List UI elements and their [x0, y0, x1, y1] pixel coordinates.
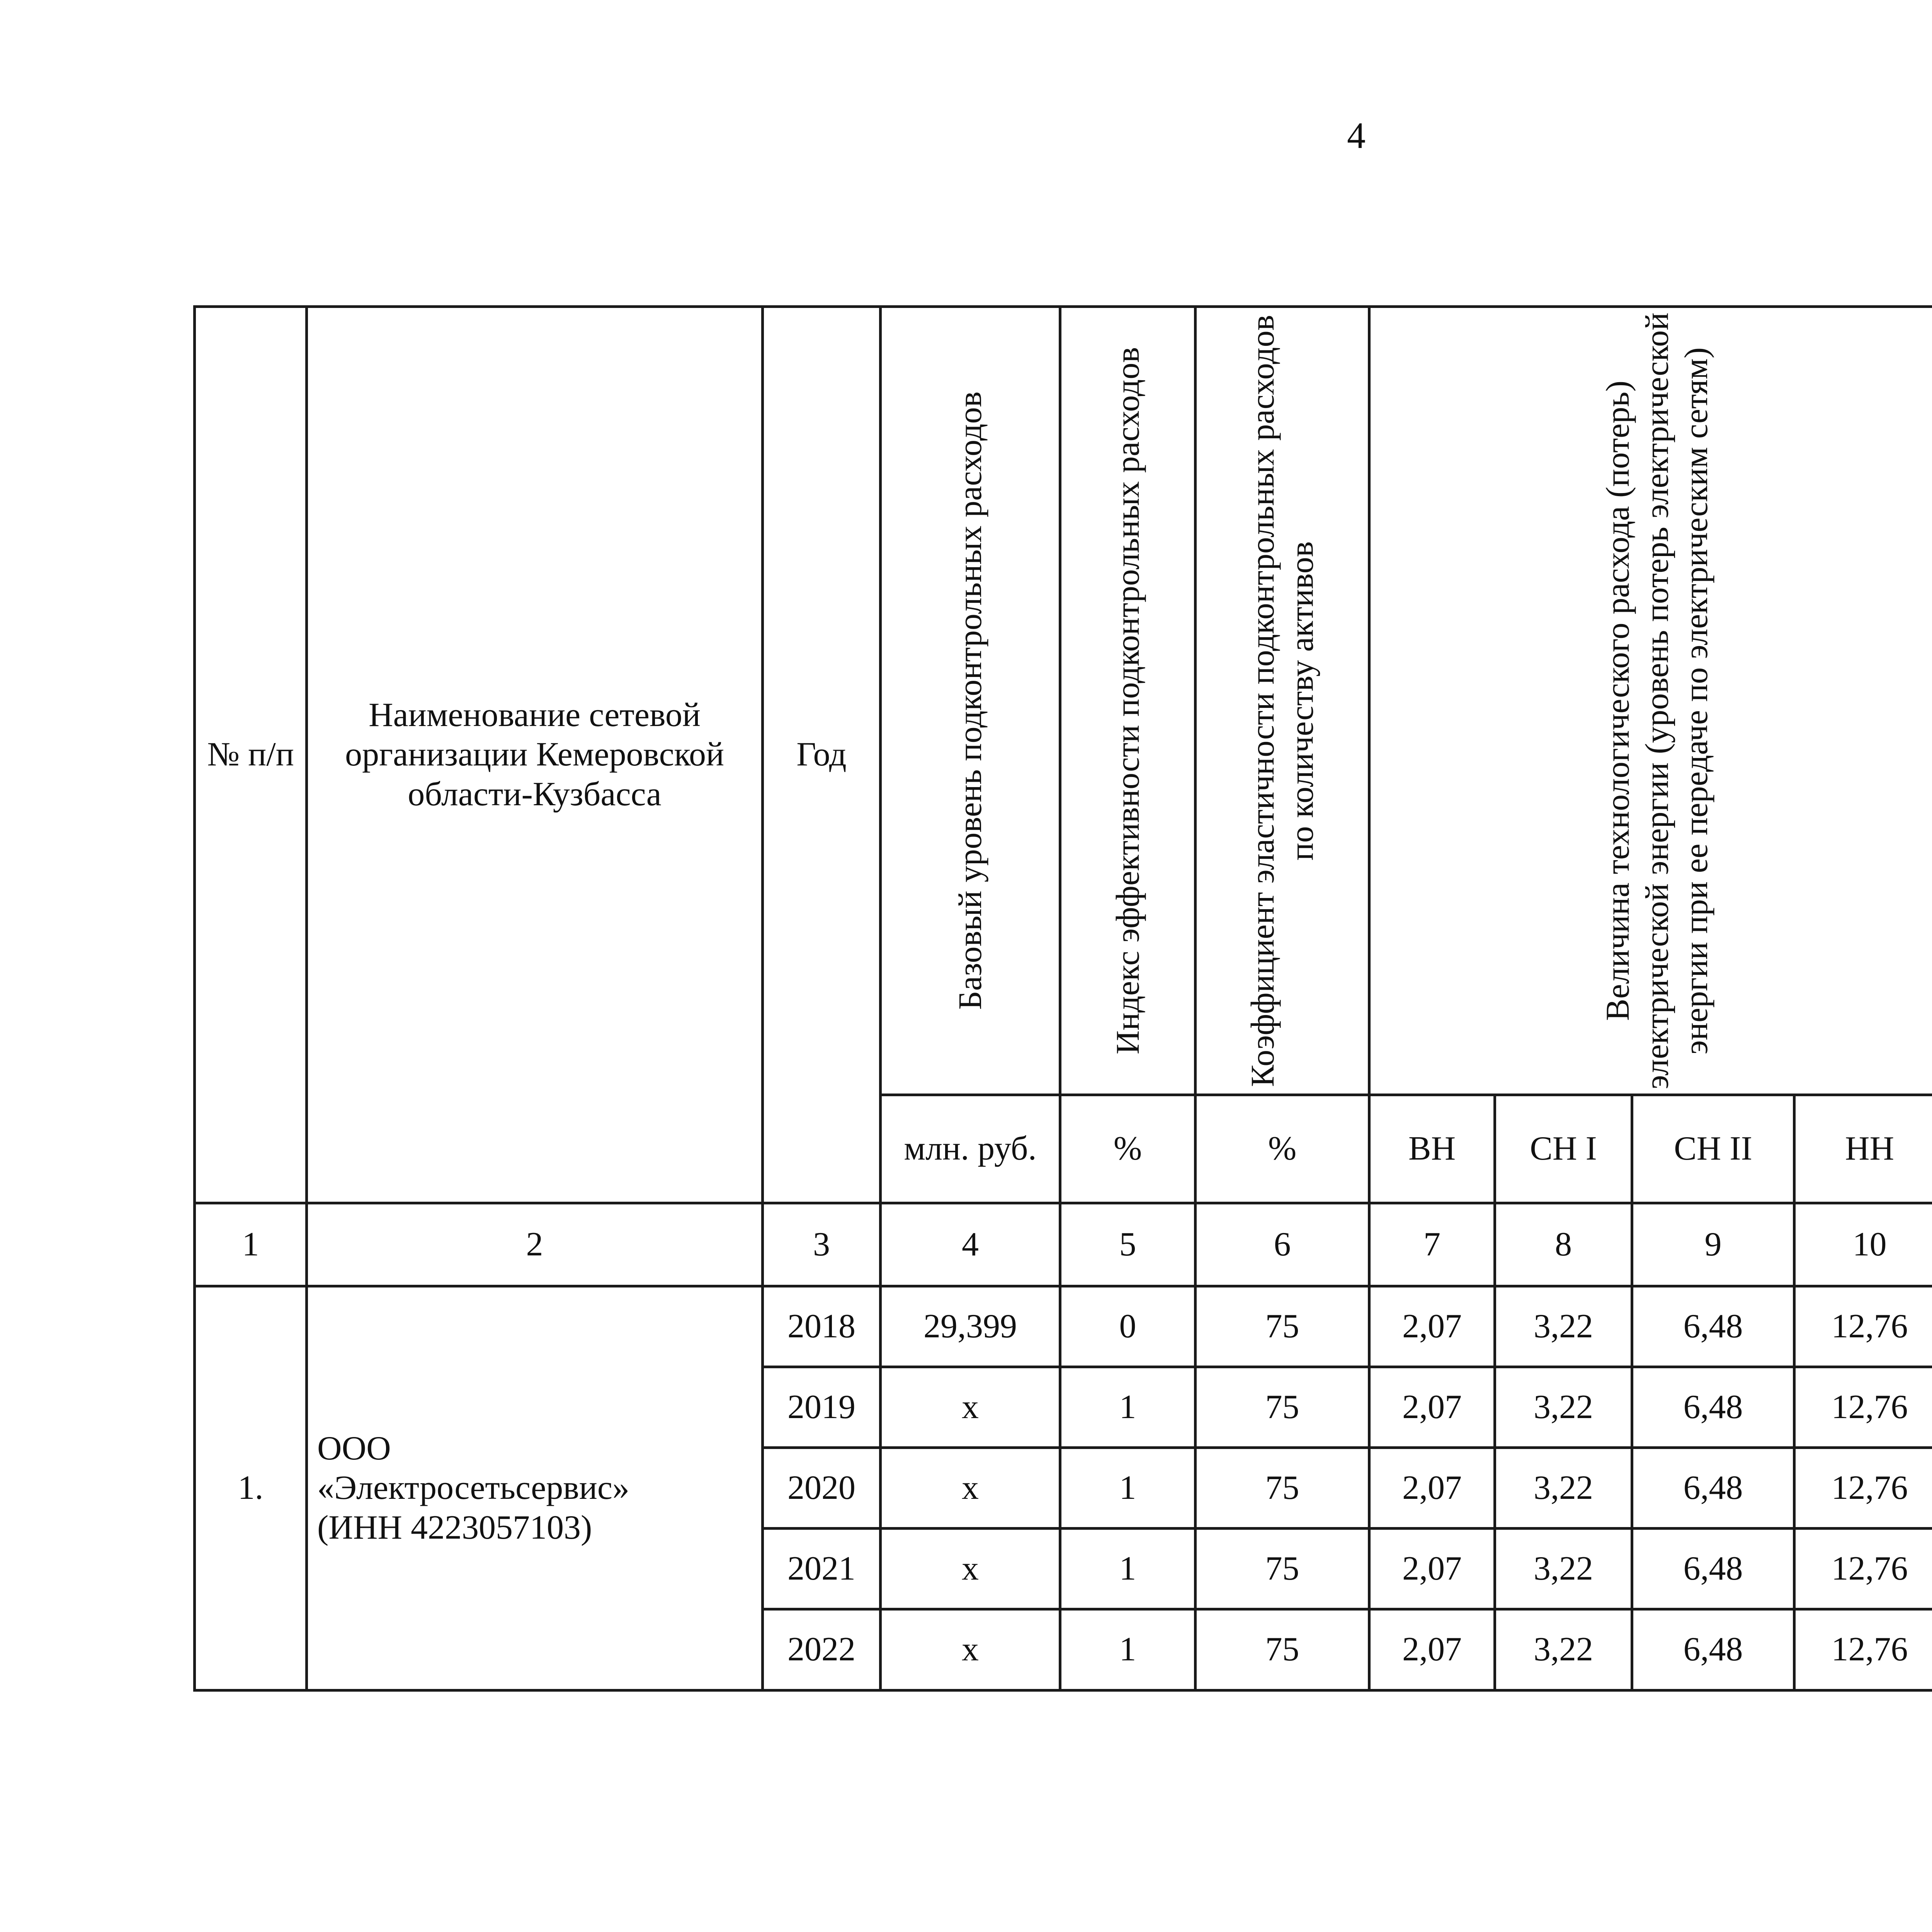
year-cell: 2018 — [763, 1286, 881, 1367]
base-cost-cell: x — [881, 1609, 1060, 1690]
base-cost-cell: x — [881, 1448, 1060, 1529]
header-base-cost: Базовый уровень подконтрольных расходов — [881, 307, 1060, 1095]
efficiency-cell: 1 — [1060, 1367, 1196, 1448]
sn2-cell: 6,48 — [1632, 1609, 1794, 1690]
unit-efficiency: % — [1060, 1095, 1196, 1203]
tariff-parameters-table — [193, 305, 1932, 1692]
header-num: № п/п — [195, 307, 307, 1203]
base-cost-cell: x — [881, 1367, 1060, 1448]
elasticity-cell: 75 — [1196, 1448, 1369, 1529]
sn2-cell: 6,48 — [1632, 1286, 1794, 1367]
elasticity-cell: 75 — [1196, 1529, 1369, 1609]
vn-cell: 2,07 — [1369, 1529, 1495, 1609]
column-number: 6 — [1196, 1203, 1369, 1286]
column-number: 2 — [307, 1203, 763, 1286]
nn-cell: 12,76 — [1794, 1286, 1932, 1367]
column-number-row — [195, 1203, 1932, 1286]
vn-cell: 2,07 — [1369, 1609, 1495, 1690]
vn-cell: 2,07 — [1369, 1448, 1495, 1529]
unit-nn: НН — [1794, 1095, 1932, 1203]
sn1-cell: 3,22 — [1495, 1609, 1632, 1690]
column-number: 5 — [1060, 1203, 1196, 1286]
sn1-cell: 3,22 — [1495, 1529, 1632, 1609]
unit-elasticity: % — [1196, 1095, 1369, 1203]
column-number: 4 — [881, 1203, 1060, 1286]
organization-name: ООО «Электросетьсервис» (ИНН 4223057103) — [307, 1286, 763, 1690]
nn-cell: 12,76 — [1794, 1529, 1932, 1609]
elasticity-cell: 75 — [1196, 1286, 1369, 1367]
year-cell: 2019 — [763, 1367, 881, 1448]
vn-cell: 2,07 — [1369, 1286, 1495, 1367]
nn-cell: 12,76 — [1794, 1609, 1932, 1690]
sn1-cell: 3,22 — [1495, 1448, 1632, 1529]
efficiency-cell: 1 — [1060, 1529, 1196, 1609]
column-number: 9 — [1632, 1203, 1794, 1286]
column-number: 1 — [195, 1203, 307, 1286]
efficiency-cell: 1 — [1060, 1609, 1196, 1690]
header-year: Год — [763, 307, 881, 1203]
column-number: 7 — [1369, 1203, 1495, 1286]
sn2-cell: 6,48 — [1632, 1529, 1794, 1609]
nn-cell: 12,76 — [1794, 1367, 1932, 1448]
elasticity-cell: 75 — [1196, 1609, 1369, 1690]
year-cell: 2022 — [763, 1609, 881, 1690]
base-cost-cell: x — [881, 1529, 1060, 1609]
sn1-cell: 3,22 — [1495, 1367, 1632, 1448]
nn-cell: 12,76 — [1794, 1448, 1932, 1529]
unit-sn1: СН I — [1495, 1095, 1632, 1203]
column-number: 3 — [763, 1203, 881, 1286]
year-cell: 2021 — [763, 1529, 881, 1609]
column-number: 8 — [1495, 1203, 1632, 1286]
unit-vn: ВН — [1369, 1095, 1495, 1203]
header-elasticity: Коэффициент эластичности подконтрольных расходов по количеству активов — [1196, 307, 1369, 1095]
base-cost-cell: 29,399 — [881, 1286, 1060, 1367]
sn1-cell: 3,22 — [1495, 1286, 1632, 1367]
elasticity-cell: 75 — [1196, 1367, 1369, 1448]
sn2-cell: 6,48 — [1632, 1367, 1794, 1448]
page-number: 4 — [1337, 114, 1376, 157]
year-cell: 2020 — [763, 1448, 881, 1529]
unit-base-cost: млн. руб. — [881, 1095, 1060, 1203]
organization-number: 1. — [195, 1286, 307, 1690]
header-org: Наименование сетевой организации Кемеровской области-Кузбасса — [307, 307, 763, 1203]
header-efficiency: Индекс эффективности подконтрольных расходов — [1060, 307, 1196, 1095]
column-number: 10 — [1794, 1203, 1932, 1286]
efficiency-cell: 1 — [1060, 1448, 1196, 1529]
vn-cell: 2,07 — [1369, 1367, 1495, 1448]
header-losses: Величина технологического расхода (потерь) электрической энергии (уровень потерь электрической энергии при ее передаче по электрическим сетям) — [1369, 307, 1932, 1095]
efficiency-cell: 0 — [1060, 1286, 1196, 1367]
table-row — [195, 1286, 1932, 1367]
unit-sn2: СН II — [1632, 1095, 1794, 1203]
sn2-cell: 6,48 — [1632, 1448, 1794, 1529]
